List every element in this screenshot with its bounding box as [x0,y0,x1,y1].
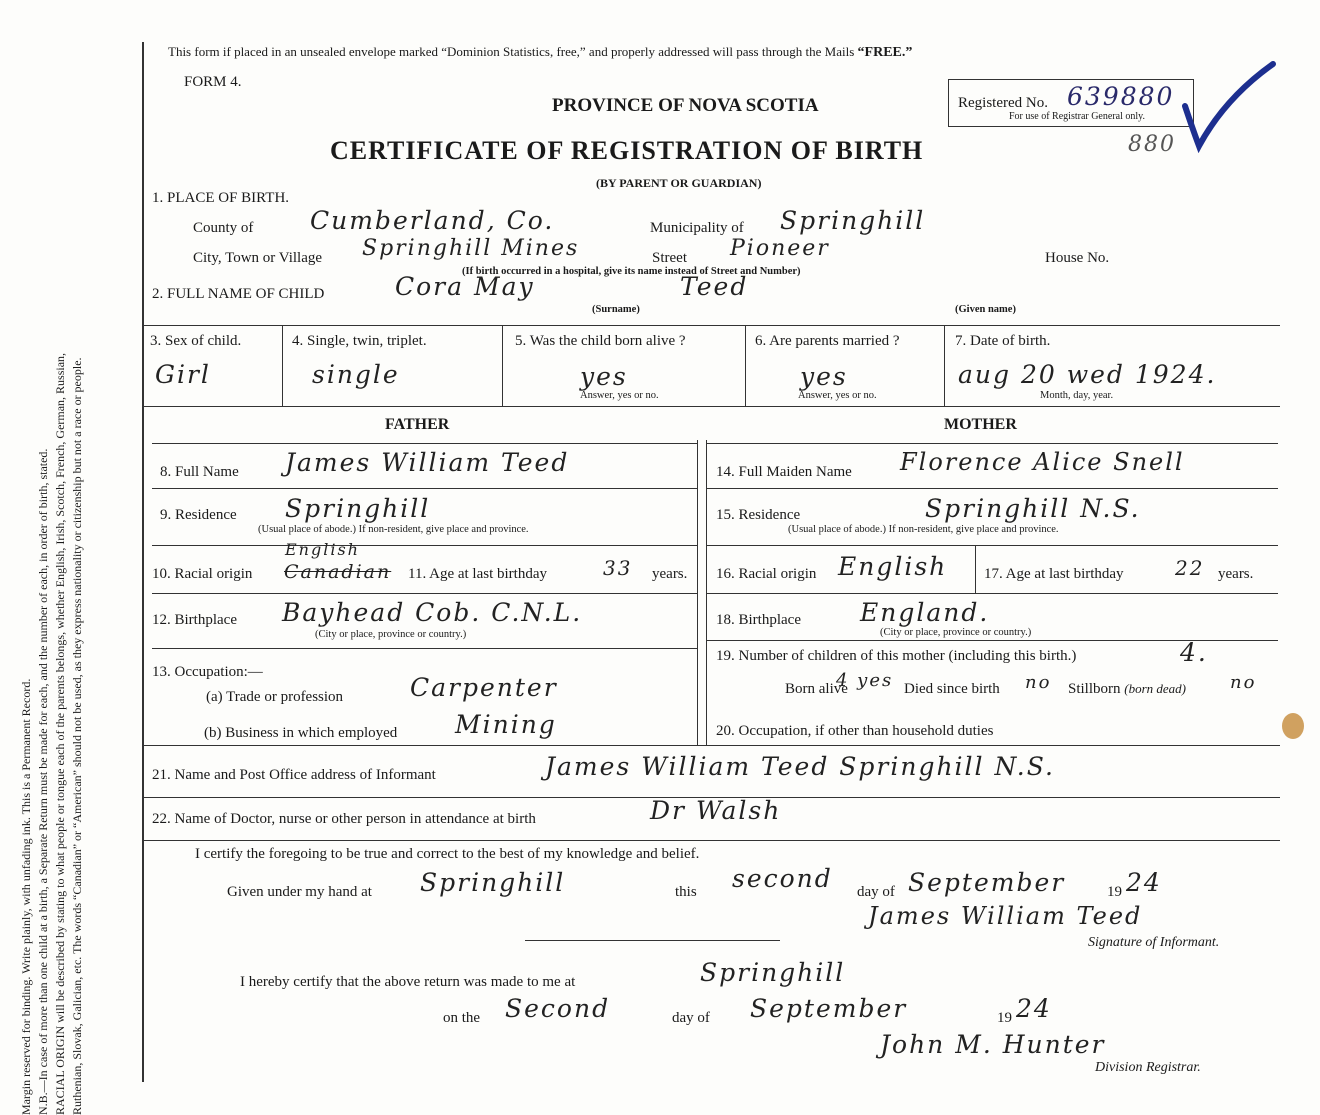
informant-signature: James William Teed [868,902,1143,930]
row3-divider-2 [502,325,503,406]
father-years: years. [652,566,688,582]
registered-extra-number: 880 [1128,132,1176,157]
return-place: Springhill [700,958,846,987]
doctor-value: Dr Walsh [650,796,782,825]
house-label: House No. [1045,250,1110,266]
occupation-label: 13. Occupation:— [152,664,263,680]
side-note-4: Ruthenian, Slovak, Galician, etc. The words “Canadian” or “American” should not be used, as they express nationality or citizenship but not a race or people. [70,357,84,1115]
child-name-label: 2. FULL NAME OF CHILD [152,286,325,302]
street-value: Pioneer [730,236,830,261]
registered-number: 639880 [1067,82,1175,111]
side-note-1: Margin reserved for binding. Write plainly, with unfading ink. This is a Permanent Record. [19,678,33,1115]
born-alive-value: 4 yes [836,670,894,691]
signature-label: Signature of Informant. [1088,935,1220,950]
sex-label: 3. Sex of child. [150,333,242,349]
certify-statement: I certify the foregoing to be true and correct to the best of my knowledge and belief. [195,846,700,862]
doctor-bottom-line [143,840,1280,841]
province-heading: PROVINCE OF NOVA SCOTIA [552,95,819,116]
stillborn-label [1068,681,1186,698]
born-alive-label: Born alive [785,681,848,697]
given-day: second [732,864,833,893]
stillborn-label-text: Stillborn [1068,681,1121,697]
father-birthplace-value: Bayhead Cob. C.N.L. [282,598,583,627]
mother-race-label: 16. Racial origin [716,566,817,582]
alive-label: 5. Was the child born alive ? [515,333,686,349]
county-value: Cumberland, Co. [310,206,555,235]
mother-residence-value: Springhill N.S. [925,494,1141,523]
date-label: 7. Date of birth. [955,333,1051,349]
street-label: Street [652,250,687,266]
father-line-1 [152,443,697,444]
form-number: FORM 4. [184,74,242,90]
certificate-separator [525,940,780,941]
mother-line-2 [706,488,1278,489]
informant-value: James William Teed Springhill N.S. [545,752,1055,781]
alive-note: Answer, yes or no. [580,390,659,401]
mother-residence-note: (Usual place of abode.) If non-resident, give place and province. [788,524,1059,535]
row3-top-line [143,325,1280,326]
father-birthplace-label: 12. Birthplace [152,612,237,628]
certificate-title: CERTIFICATE OF REGISTRATION OF BIRTH [330,136,924,165]
mother-heading: MOTHER [944,416,1017,433]
father-age-value: 33 [603,556,633,580]
informant-top-line [143,745,1280,746]
mother-children-value: 4. [1180,638,1208,667]
this-label: this [675,884,697,900]
mother-age-label: 17. Age at last birthday [984,566,1124,582]
registered-number-box [948,79,1194,127]
surname-note: (Surname) [592,304,640,315]
given-month: September [908,868,1066,897]
on-the-label: on the [443,1010,481,1026]
father-name-value: James William Teed [285,448,570,477]
stillborn-note: (born dead) [1124,681,1187,696]
died-label: Died since birth [904,681,1000,697]
trade-value: Carpenter [410,673,558,702]
given-name-note: (Given name) [955,304,1016,315]
doctor-label: 22. Name of Doctor, nurse or other person in attendance at birth [152,811,536,827]
return-day: Second [505,994,611,1023]
father-residence-value: Springhill [285,494,431,523]
registered-note: For use of Registrar General only. [1009,111,1145,122]
child-given-name: Cora May [395,272,535,301]
mother-occupation-label: 20. Occupation, if other than household duties [716,723,994,739]
mother-name-label: 14. Full Maiden Name [716,464,852,480]
top-notice [168,44,912,61]
date-note: Month, day, year. [1040,390,1114,401]
father-race-struck: Canadian [284,561,392,583]
informant-label: 21. Name and Post Office address of Informant [152,767,436,783]
father-heading: FATHER [385,416,450,433]
mother-line-4 [706,593,1278,594]
business-label: (b) Business in which employed [204,725,398,741]
side-margin-notes [18,85,86,1115]
left-frame-line [142,42,144,1082]
return-year: 24 [1016,994,1052,1023]
single-label: 4. Single, twin, triplet. [292,333,427,349]
city-value: Springhill Mines [362,236,580,261]
business-value: Mining [455,710,557,739]
hospital-note: (If birth occurred in a hospital, give its name instead of Street and Number) [462,266,801,277]
father-line-2 [152,488,697,489]
registrar-label: Division Registrar. [1095,1060,1201,1075]
check-mark-icon [1175,58,1280,153]
father-line-3 [152,545,697,546]
date-value: aug 20 wed 1924. [958,360,1217,389]
married-note: Answer, yes or no. [798,390,877,401]
father-residence-note: (Usual place of abode.) If non-resident, give place and province. [258,524,529,535]
mother-line-1 [706,443,1278,444]
mother-age-divider [975,545,976,593]
trade-label: (a) Trade or profession [206,689,344,705]
day-of-label: day of [857,884,895,900]
mother-line-3 [706,545,1278,546]
given-place: Springhill [420,868,566,897]
given-year: 24 [1126,868,1162,897]
married-value: yes [800,362,848,391]
mother-age-value: 22 [1175,556,1205,580]
county-label: County of [193,220,254,236]
paper-stain [1282,713,1304,739]
mother-race-value: English [838,552,948,581]
year-prefix-2: 19 [997,1010,1012,1026]
registered-label: Registered No. [958,95,1048,111]
stillborn-value: no [1230,672,1257,693]
father-race-value: English [285,540,360,559]
father-name-label: 8. Full Name [160,464,239,480]
father-residence-label: 9. Residence [160,507,237,523]
father-birthplace-note: (City or place, province or country.) [315,629,467,640]
married-label: 6. Are parents married ? [755,333,900,349]
mother-birthplace-note: (City or place, province or country.) [880,627,1032,638]
city-label: City, Town or Village [193,250,323,266]
single-value: single [312,360,400,389]
father-line-5 [152,648,697,649]
column-divider-left [697,440,698,745]
certificate-subtitle: (BY PARENT OR GUARDIAN) [596,176,762,190]
mother-birthplace-label: 18. Birthplace [716,612,801,628]
day-of-label-2: day of [672,1010,710,1026]
mother-residence-label: 15. Residence [716,507,801,523]
row3-divider-1 [282,325,283,406]
top-notice-text: This form if placed in an unsealed envelope marked “Dominion Statistics, free,” and properly addressed will pass through the Mails [168,44,858,59]
row3-divider-4 [944,325,945,406]
alive-value: yes [580,362,628,391]
hereby-statement: I hereby certify that the above return was made to me at [240,974,576,990]
sex-value: Girl [155,360,211,389]
year-prefix: 19 [1107,884,1122,900]
mother-years: years. [1218,566,1254,582]
died-value: no [1025,672,1052,693]
row3-divider-3 [745,325,746,406]
municipality-label: Municipality of [650,220,744,236]
registrar-signature: John M. Hunter [880,1030,1106,1059]
mother-name-value: Florence Alice Snell [900,448,1185,476]
row3-bottom-line [143,406,1280,407]
mother-children-label: 19. Number of children of this mother (including this birth.) [716,648,1077,664]
child-surname: Teed [680,272,749,301]
side-note-3: RACIAL ORIGIN will be described by stating to what people or tongue each of the parents belongs, whether English, Irish, Scotch, French, German, Russian, [53,352,67,1115]
return-month: September [750,994,908,1023]
father-line-4 [152,593,697,594]
mother-birthplace-value: England. [860,598,990,627]
father-race-label: 10. Racial origin [152,566,253,582]
top-notice-free: “FREE.” [857,45,913,60]
given-label: Given under my hand at [227,884,372,900]
place-heading: 1. PLACE OF BIRTH. [152,190,290,206]
municipality-value: Springhill [780,206,926,235]
father-age-label: 11. Age at last birthday [408,566,547,582]
side-note-2: N.B.—In case of more than one child at a birth, a Separate Return must be made for each, and the number of each, in order of birth, stated. [36,448,50,1115]
